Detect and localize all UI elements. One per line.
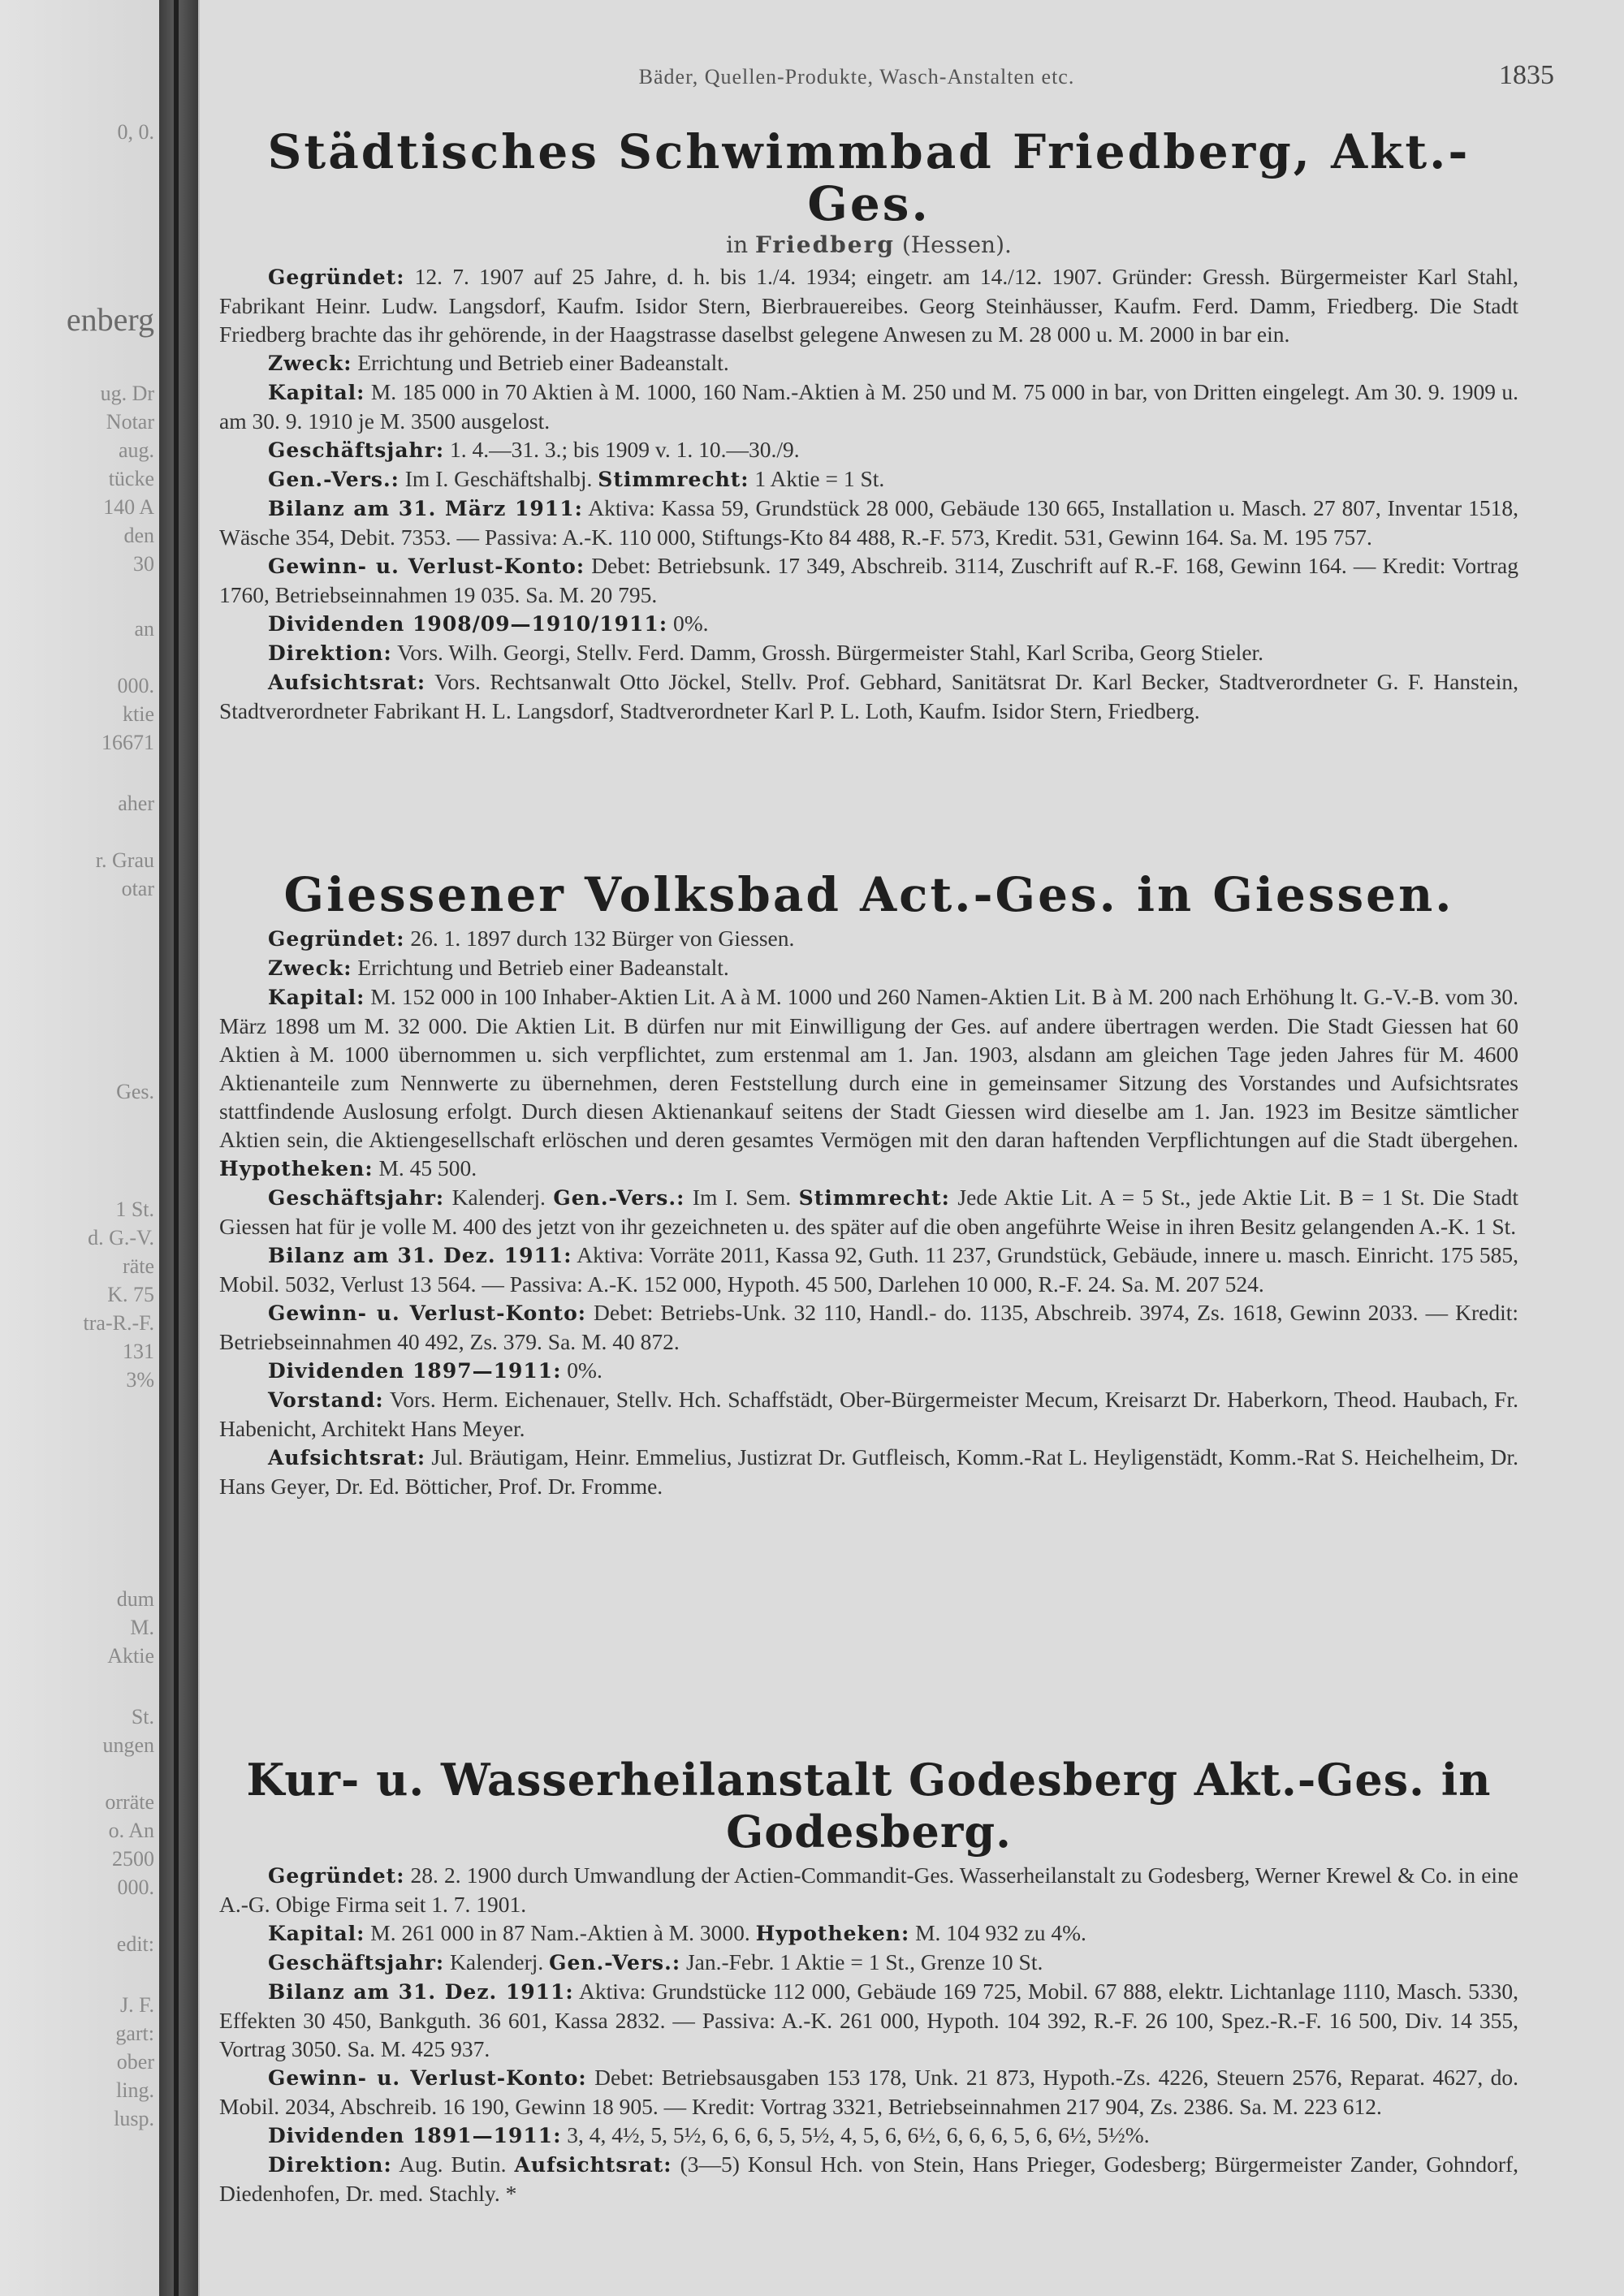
paragraph-gen-vers [219, 464, 1518, 494]
label: Dividenden 1897—1911: [268, 1359, 562, 1383]
margin-fragment: enberg [66, 301, 154, 338]
text: Jan.-Febr. 1 Aktie = 1 St., Grenze 10 St. [685, 1949, 1043, 1974]
text: Jul. Bräutigam, Heinr. Emmelius, Justizrat Dr. Gutfleisch, Komm.-Rat L. Heyligenstädt, Komm.-Rat S. Heichelheim, Dr. Hans Geyer, Dr. Ed. Bötticher, Prof. Dr. Fromme. [219, 1444, 1519, 1499]
entry-friedberg [219, 126, 1518, 725]
margin-fragment: räte [123, 1254, 154, 1278]
margin-fragment: tücke [108, 467, 154, 490]
text: Errichtung und Betrieb einer Badeanstalt. [357, 350, 729, 375]
text: Aktiva: Vorräte 2011, Kassa 92, Guth. 11 237, Grundstück, Gebäude, innere u. masch. Einricht. 175 585, Mobil. 5032, Verlust 13 564. — Passiva: A.-K. 152 000, Hypoth. 45 500, Darlehen 10 000, R.-F. 24. Sa. M. 207 524. [219, 1242, 1518, 1297]
text: 0%. [672, 611, 709, 636]
page-number: 1835 [1499, 60, 1554, 90]
paragraph-aufsichtsrat [219, 667, 1518, 725]
margin-fragment: ober [116, 2050, 154, 2074]
margin-fragment: 30 [133, 552, 154, 576]
text: M. 185 000 in 70 Aktien à M. 1000, 160 Nam.-Aktien à M. 250 und M. 75 000 in bar, von Dritten eingelegt. Am 30. 9. 1909 u. am 30. 9. 1910 je M. 3500 ausgelost. [219, 379, 1519, 434]
text: Debet: Betriebsunk. 17 349, Abschreib. 3114, Zuschrift auf R.-F. 168, Gewinn 164. — Kredit: Vortrag 1760, Betriebseinnahmen 19 035. Sa. M. 20 795. [219, 553, 1518, 607]
margin-fragment: Notar [106, 410, 154, 434]
label: Vorstand: [268, 1388, 384, 1412]
text: 12. 7. 1907 auf 25 Jahre, d. h. bis 1./4. 1934; eingetr. am 14./12. 1907. Gründer: Gressh. Bürgermeister Karl Stahl, Fabrikant Heinr. Ludw. Langsdorf, Kaufm. Isidor Stern, Bierbrauereibes. Georg Steinhäusser, Kaufm. Ferd. Damm, Friedberg. Die Stadt Friedberg brachte das ihr gehörende, in der Haagstrasse daselbst gelegene Anwesen zu M. 28 000 u. M. 2000 in bar ein. [219, 264, 1518, 347]
left-page-fragment [0, 0, 159, 2296]
label: Geschäftsjahr: [268, 438, 445, 462]
paragraph-bilanz [219, 1241, 1518, 1298]
paragraph-gewinn-verlust [219, 551, 1518, 609]
label: Kapital: [268, 381, 365, 404]
label: Gegründet: [268, 927, 405, 951]
margin-fragment: ktie [123, 702, 154, 726]
margin-fragment: d. G.-V. [88, 1226, 154, 1249]
paragraph-dividenden [219, 1356, 1518, 1385]
text: (3—5) Konsul Hch. von Stein, Hans Prieger, Godesberg; Bürgermeister Zander, Gohndorf, Diedenhofen, Dr. med. Stachly. * [219, 2151, 1519, 2206]
entry-giessen [219, 869, 1518, 1500]
margin-fragment: Ges. [116, 1080, 154, 1103]
paragraph-geschaeftsjahr [219, 1948, 1518, 1977]
margin-fragment: ling. [116, 2078, 154, 2102]
label: Gewinn- u. Verlust-Konto: [268, 1301, 586, 1325]
margin-fragment: tra-R.-F. [83, 1311, 154, 1335]
label: Hypotheken: [755, 1922, 910, 1945]
text: 1. 4.—31. 3.; bis 1909 v. 1. 10.—30./9. [450, 437, 800, 462]
text: Vors. Rechtsanwalt Otto Jöckel, Stellv. Prof. Gebhard, Sanitätsrat Dr. Karl Becker, Stadtverordneter G. F. Hanstein, Stadtverordneter Fabrikant H. L. Langsdorf, Stadtverordneter Karl P. L. Loth, Kaufm. Isidor Stern, Friedberg. [219, 669, 1518, 723]
label: Aufsichtsrat: [268, 1446, 426, 1470]
text: 26. 1. 1897 durch 132 Bürger von Giessen. [410, 926, 795, 951]
margin-fragment: lusp. [114, 2107, 154, 2130]
text: Aktiva: Kassa 59, Grundstück 28 000, Gebäude 130 665, Installation u. Masch. 27 807, Inventar 1518, Wäsche 354, Debit. 7353. — Passiva: A.-K. 110 000, Stiftungs-Kto 84 488, R.-F. 573, Kredit. 531, Gewinn 164. Sa. M. 195 757. [219, 495, 1518, 550]
entry-title: Giessener Volksbad Act.-Ges. in Giessen. [283, 867, 1454, 922]
margin-fragment: 131 [123, 1340, 154, 1363]
entry-subtitle [219, 231, 1518, 259]
label: Geschäftsjahr: [268, 1186, 445, 1210]
text: 1 Aktie = 1 St. [754, 466, 885, 491]
margin-fragment: 1 St. [115, 1198, 154, 1221]
label: Bilanz am 31. Dez. 1911: [268, 1980, 574, 2004]
label: Gewinn- u. Verlust-Konto: [268, 555, 585, 578]
label: Zweck: [268, 956, 352, 980]
label: Stimmrecht: [798, 1186, 950, 1210]
label: Aufsichtsrat: [514, 2153, 672, 2177]
label: Gen.-Vers.: [549, 1951, 681, 1974]
paragraph-gewinn-verlust [219, 2063, 1518, 2121]
margin-fragment: M. [130, 1616, 154, 1639]
margin-fragment: aher [118, 792, 154, 815]
page-header [219, 57, 1554, 97]
subtitle-suffix: (Hessen). [901, 231, 1012, 258]
text: M. 152 000 in 100 Inhaber-Aktien Lit. A à M. 1000 und 260 Namen-Aktien Lit. B à M. 200 nach Erhöhung lt. G.-V.-B. vom 30. März 1898 um M. 32 000. Die Aktien Lit. B dürfen nur mit Einwilligung der Ges. auf andere übertragen werden. Die Stadt Giessen hat 60 Aktien à M. 1000 übernommen u. sich verpflichtet, zum erstenmal am 1. Jan. 1903, alsdann am gleichen Tage jeden Jahres für M. 4600 Aktienanteile zum Nennwerte zu übernehmen, deren Feststellung durch eine in gemeinsamer Sitzung des Vorstandes und Aufsichtsrates stattfindende Auslosung erfolgt. Durch diesen Aktienankauf seitens der Stadt Giessen wird dieselbe am 1. Jan. 1923 im Besitze sämtlicher Aktien sein, die Aktiengesellschaft erlöschen und deren gesamtes Vermögen mit den daran haftenden Verpflichtungen auf die Stadt übergehen. [219, 984, 1519, 1152]
paragraph-zweck [219, 953, 1518, 982]
margin-fragment: aug. [118, 438, 154, 462]
margin-fragment: St. [131, 1705, 154, 1728]
entry-godesberg [219, 1754, 1518, 2208]
paragraph-direktion [219, 2150, 1518, 2208]
margin-fragment: J. F. [120, 1993, 154, 2017]
margin-fragment: edit: [116, 1932, 154, 1956]
text: Kalenderj. [450, 1949, 544, 1974]
paragraph-bilanz [219, 1977, 1518, 2063]
paragraph-gewinn-verlust [219, 1298, 1518, 1356]
margin-fragment: an [134, 617, 154, 641]
label: Bilanz am 31. Dez. 1911: [268, 1244, 572, 1267]
subtitle-place: Friedberg [755, 231, 895, 258]
label: Kapital: [268, 1922, 365, 1945]
paragraph-vorstand [219, 1385, 1518, 1443]
label: Gegründet: [268, 1864, 405, 1888]
margin-fragment: 0, 0. [117, 120, 154, 144]
margin-fragment: orräte [105, 1790, 154, 1814]
margin-fragment: den [123, 524, 154, 547]
text: M. 261 000 in 87 Nam.-Aktien à M. 3000. [370, 1920, 750, 1945]
label: Dividenden 1891—1911: [268, 2124, 562, 2147]
label: Direktion: [268, 2153, 392, 2177]
text: Debet: Betriebsausgaben 153 178, Unk. 21 873, Hypoth.-Zs. 4226, Steuern 2576, Reparat. 4627, do. Mobil. 2034, Abschreib. 16 190, Gewinn 18 905. — Kredit: Vortrag 3321, Betriebseinnahmen 217 904, Zs. 2386. Sa. M. 223 612. [219, 2065, 1519, 2119]
entry-body [219, 262, 1518, 725]
page-fold [198, 0, 200, 2296]
entry-title: Städtisches Schwimmbad Friedberg, Akt.-Ges. [267, 124, 1471, 231]
label: Geschäftsjahr: [268, 1951, 445, 1974]
text: Jede Aktie Lit. A = 5 St., jede Aktie Lit. B = 1 St. Die Stadt Giessen hat für je volle M. 400 des jetzt von ihr gezeichneten u. des später auf die oben angeführte Weise in ihren Besitz gelangenden A.-K. 1 St. [219, 1185, 1519, 1239]
paragraph-kapital [219, 1918, 1518, 1948]
entry-title: Kur- u. Wasserheilanstalt Godesberg Akt.-Ges. in Godesberg. [246, 1754, 1492, 1858]
text: Vors. Herm. Eichenauer, Stellv. Hch. Schaffstädt, Ober-Bürgermeister Mecum, Kreisarzt Dr. Haberkorn, Theod. Haubach, Fr. Habenicht, Architekt Hans Meyer. [219, 1387, 1518, 1441]
margin-fragment: 140 A [103, 495, 154, 519]
paragraph-zweck [219, 348, 1518, 378]
label: Aufsichtsrat: [268, 671, 426, 694]
text: 0%. [567, 1357, 603, 1383]
paragraph-gegruendet [219, 924, 1518, 953]
margin-fragment: Aktie [107, 1644, 154, 1668]
label: Zweck: [268, 352, 352, 375]
text: Im I. Geschäftshalbj. [404, 466, 593, 491]
label: Stimmrecht: [598, 468, 749, 491]
entry-body [219, 1861, 1518, 2208]
paragraph-dividenden [219, 2121, 1518, 2150]
text: 3, 4, 4½, 5, 5½, 6, 6, 6, 5, 5½, 4, 5, 6, 6½, 6, 6, 6, 5, 6, 6½, 5½%. [567, 2122, 1150, 2147]
margin-fragment: 000. [117, 674, 154, 697]
text: 28. 2. 1900 durch Umwandlung der Actien-Commandit-Ges. Wasserheilanstalt zu Godesberg, Werner Krewel & Co. in eine A.-G. Obige Firma seit 1. 7. 1901. [219, 1862, 1519, 1917]
text: Kalenderj. [451, 1185, 546, 1210]
paragraph-kapital [219, 378, 1518, 435]
paragraph-geschaeftsjahr [219, 435, 1518, 464]
paragraph-gegruendet [219, 1861, 1518, 1918]
margin-fragment: 000. [117, 1875, 154, 1899]
margin-fragment: r. Grau [95, 848, 154, 872]
label: Bilanz am 31. März 1911: [268, 497, 583, 520]
entry-body [219, 924, 1518, 1500]
label: Gen.-Vers.: [268, 468, 400, 491]
label: Direktion: [268, 641, 392, 665]
text: Errichtung und Betrieb einer Badeanstalt. [357, 955, 729, 980]
book-binding [159, 0, 198, 2296]
label: Dividenden 1908/09—1910/1911: [268, 612, 668, 636]
margin-fragment: ug. Dr [100, 382, 154, 405]
text: Vors. Wilh. Georgi, Stellv. Ferd. Damm, Grossh. Bürgermeister Stahl, Karl Scriba, Georg Stieler. [397, 640, 1264, 665]
margin-fragment: 2500 [112, 1847, 154, 1871]
text: Im I. Sem. [692, 1185, 792, 1210]
label: Hypotheken: [219, 1157, 374, 1180]
text: M. 104 932 zu 4%. [915, 1920, 1086, 1945]
text: Aktiva: Grundstücke 112 000, Gebäude 169 725, Mobil. 67 888, elektr. Lichtanlage 1110, Masch. 5330, Effekten 30 450, Bankguth. 36 601, Kassa 2832. — Passiva: A.-K. 261 000, Hypoth. 104 392, R.-F. 26 100, Spez.-R.-F. 16 500, Div. 14 355, Vortrag 3050. Sa. M. 425 937. [219, 1979, 1519, 2061]
label: Gegründet: [268, 265, 405, 289]
margin-fragment: otar [121, 877, 154, 900]
paragraph-geschaeftsjahr [219, 1183, 1518, 1241]
paragraph-bilanz [219, 494, 1518, 551]
label: Gen.-Vers.: [553, 1186, 685, 1210]
text: M. 45 500. [378, 1155, 477, 1180]
text: Debet: Betriebs-Unk. 32 110, Handl.- do. 1135, Abschreib. 3974, Zs. 1618, Gewinn 2033. — Kredit: Betriebseinnahmen 40 492, Zs. 379. Sa. M. 40 872. [219, 1300, 1519, 1354]
margin-fragment: dum [116, 1587, 154, 1611]
paragraph-gegruendet [219, 262, 1518, 348]
margin-fragment: o. An [108, 1819, 154, 1842]
text: Aug. Butin. [399, 2151, 507, 2177]
margin-fragment: ungen [102, 1733, 154, 1757]
binding-edge [174, 0, 179, 2296]
subtitle-prefix: in [726, 231, 749, 258]
paragraph-dividenden [219, 609, 1518, 638]
margin-fragment: K. 75 [107, 1283, 154, 1306]
paragraph-direktion [219, 638, 1518, 667]
paragraph-kapital [219, 982, 1518, 1183]
label: Kapital: [268, 986, 365, 1009]
margin-fragment: 3% [126, 1368, 154, 1392]
running-head: Bäder, Quellen-Produkte, Wasch-Anstalten etc. [638, 65, 1075, 88]
label: Gewinn- u. Verlust-Konto: [268, 2066, 587, 2090]
paragraph-aufsichtsrat [219, 1443, 1518, 1500]
margin-fragment: 16671 [102, 731, 154, 754]
margin-fragment: gart: [115, 2022, 154, 2045]
